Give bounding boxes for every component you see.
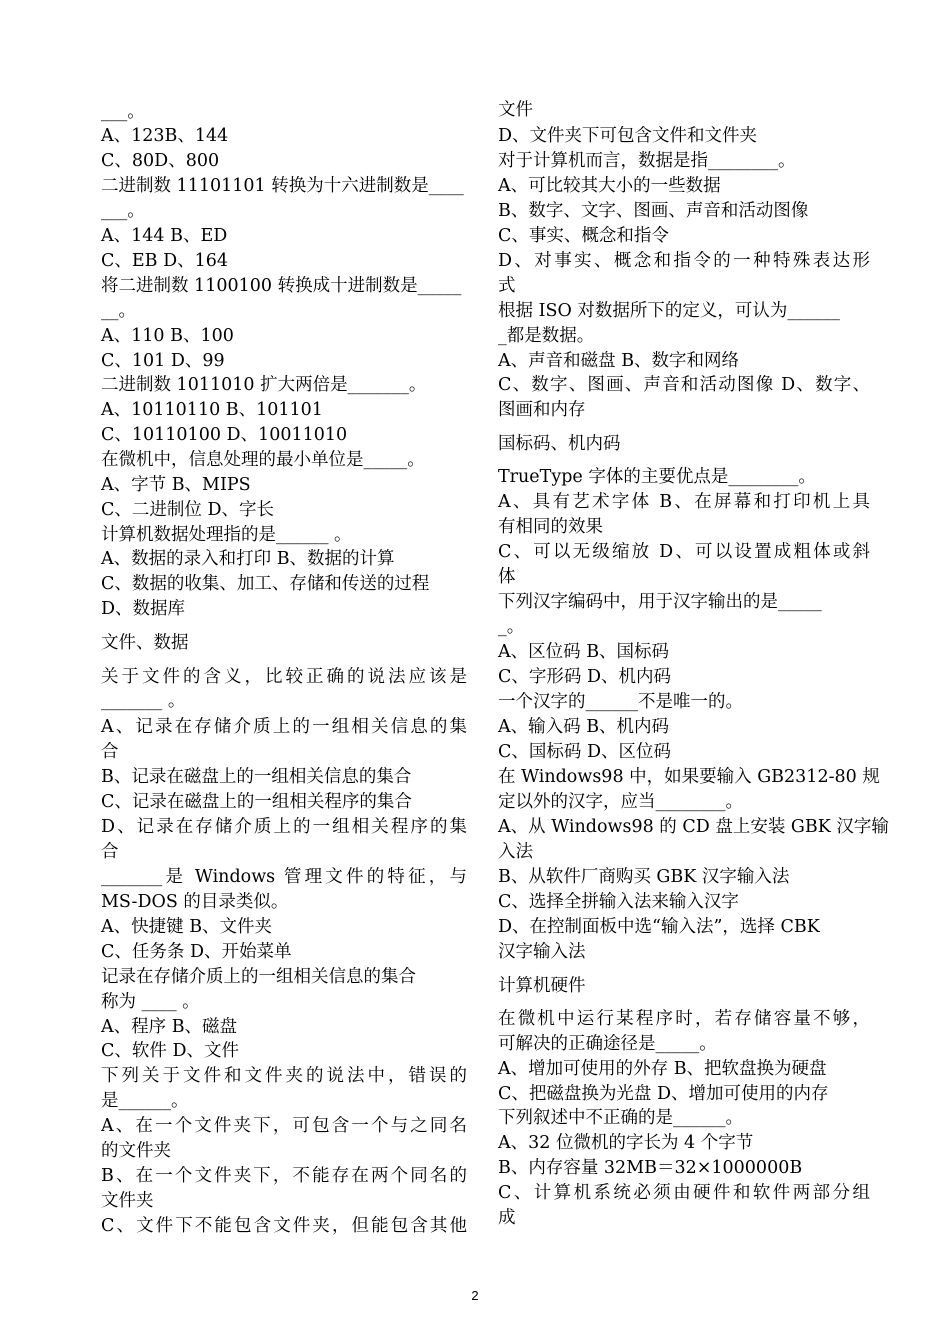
text-line: 式 <box>498 276 516 296</box>
text-line: 在 Windows98 中，如果要输入 GB2312-80 规 <box>498 767 880 787</box>
text-line: __。 <box>101 301 136 321</box>
text-line: 将二进制数 1100100 转换成十进制数是_____ <box>101 276 462 296</box>
text-line: 汉字输入法 <box>498 942 586 962</box>
text-line: _。 <box>498 617 525 637</box>
text-line: C、国标码 D、区位码 <box>498 742 671 762</box>
text-line: 计算机数据处理指的是______ 。 <box>101 525 352 545</box>
text-line: A、字节 B、MIPS <box>101 475 251 495</box>
text-line: 二进制数 11101101 转换为十六进制数是____ <box>101 176 464 196</box>
text-line: C、任务条 D、开始菜单 <box>101 942 292 962</box>
text-line: 文件 <box>498 100 533 120</box>
text-line: _______ 。 <box>101 691 186 711</box>
text-line: 合 <box>101 842 119 862</box>
text-line: C、记录在磁盘上的一组相关程序的集合 <box>101 792 412 812</box>
text-line: _______是 Windows 管理文件的特征，与 <box>101 867 467 887</box>
text-line: D、文件夹下可包含文件和文件夹 <box>498 126 758 146</box>
text-line: D、数据库 <box>101 599 186 619</box>
text-line: 下列汉字编码中，用于汉字输出的是_____ <box>498 592 822 612</box>
text-line: C、文件下不能包含文件夹，但能包含其他 <box>101 1216 467 1236</box>
text-line: C、101 D、99 <box>101 351 225 371</box>
text-line: 定以外的汉字，应当________。 <box>498 792 743 812</box>
text-line: 在微机中运行某程序时，若存储容量不够， <box>498 1009 870 1029</box>
text-line: B、记录在磁盘上的一组相关信息的集合 <box>101 767 412 787</box>
page-number: 2 <box>471 1288 479 1303</box>
text-line: C、字形码 D、机内码 <box>498 667 671 687</box>
text-line: TrueType 字体的主要优点是________。 <box>498 467 816 487</box>
text-line: 图画和内存 <box>498 400 586 420</box>
text-line: 二进制数 1011010 扩大两倍是_______。 <box>101 375 427 395</box>
text-line: A、增加可使用的外存 B、把软盘换为硬盘 <box>498 1059 827 1079</box>
text-line: B、从软件厂商购买 GBK 汉字输入法 <box>498 867 790 887</box>
text-line: A、可比较其大小的一些数据 <box>498 176 721 196</box>
text-line: C、选择全拼输入法来输入汉字 <box>498 892 739 912</box>
text-line: C、数字、图画、声音和活动图像 D、数字、 <box>498 375 870 395</box>
text-line: D、在控制面板中选“输入法”，选择 CBK <box>498 917 820 937</box>
text-line: A、从 Windows98 的 CD 盘上安装 GBK 汉字输 <box>498 817 889 837</box>
text-line: A、声音和磁盘 B、数字和网络 <box>498 351 740 371</box>
text-line: C、80D、800 <box>101 151 220 171</box>
text-line: 文件、数据 <box>101 633 189 653</box>
text-line: ___。 <box>101 102 145 122</box>
text-line: A、记录在存储介质上的一组相关信息的集 <box>101 717 467 737</box>
text-line: A、快捷键 B、文件夹 <box>101 917 273 937</box>
text-line: A、10110110 B、101101 <box>101 400 323 420</box>
text-line: A、123B、144 <box>101 126 229 146</box>
text-line: C、把磁盘换为光盘 D、增加可使用的内存 <box>498 1084 829 1104</box>
text-line: 在微机中，信息处理的最小单位是_____。 <box>101 450 425 470</box>
text-line: C、计算机系统必须由硬件和软件两部分组 <box>498 1183 870 1203</box>
text-line: 对于计算机而言，数据是指________。 <box>498 151 796 171</box>
text-line: 一个汉字的______不是唯一的。 <box>498 692 743 712</box>
text-line: 国标码、机内码 <box>498 434 621 454</box>
text-line: D、记录在存储介质上的一组相关程序的集 <box>101 817 467 837</box>
text-line: A、程序 B、磁盘 <box>101 1017 238 1037</box>
text-line: A、32 位微机的字长为 4 个字节 <box>498 1133 754 1153</box>
text-line: A、110 B、100 <box>101 326 234 346</box>
text-line: 入法 <box>498 842 533 862</box>
text-line: 计算机硬件 <box>498 976 586 996</box>
text-line: 体 <box>498 567 516 587</box>
text-line: C、数据的收集、加工、存储和传送的过程 <box>101 574 430 594</box>
text-line: 下列关于文件和文件夹的说法中，错误的 <box>101 1066 467 1086</box>
text-line: A、在一个文件夹下，可包含一个与之同名 <box>101 1116 467 1136</box>
text-line: 下列叙述中不正确的是______。 <box>498 1108 743 1128</box>
text-line: 关于文件的含义，比较正确的说法应该是 <box>101 667 467 687</box>
text-line: C、事实、概念和指令 <box>498 226 669 246</box>
text-line: C、10110100 D、10011010 <box>101 425 348 445</box>
text-line: A、数据的录入和打印 B、数据的计算 <box>101 549 395 569</box>
text-line: 可解决的正确途径是_____。 <box>498 1034 717 1054</box>
text-line: B、在一个文件夹下，不能存在两个同名的 <box>101 1166 467 1186</box>
text-line: C、软件 D、文件 <box>101 1041 239 1061</box>
text-line: A、具有艺术字体 B、在屏幕和打印机上具 <box>498 492 870 512</box>
text-line: A、144 B、ED <box>101 226 228 246</box>
text-line: 成 <box>498 1208 516 1228</box>
text-line: 称为 ____ 。 <box>101 992 200 1012</box>
text-line: 记录在存储介质上的一组相关信息的集合 <box>101 967 416 987</box>
text-line: 根据 ISO 对数据所下的定义，可认为______ <box>498 301 840 321</box>
text-line: 合 <box>101 742 119 762</box>
text-line: B、内存容量 32MB＝32×1000000B <box>498 1158 803 1178</box>
text-line: D、对事实、概念和指令的一种特殊表达形 <box>498 251 870 271</box>
text-line: 有相同的效果 <box>498 517 603 537</box>
text-line: ___。 <box>101 201 145 221</box>
text-line: _都是数据。 <box>498 326 595 346</box>
text-line: C、可以无级缩放 D、可以设置成粗体或斜 <box>498 542 870 562</box>
text-line: C、二进制位 D、字长 <box>101 500 274 520</box>
text-line: 文件夹 <box>101 1191 154 1211</box>
text-line: A、输入码 B、机内码 <box>498 717 670 737</box>
text-line: B、数字、文字、图画、声音和活动图像 <box>498 201 809 221</box>
text-line: 的文件夹 <box>101 1141 171 1161</box>
text-line: 是______。 <box>101 1091 189 1111</box>
text-line: C、EB D、164 <box>101 251 229 271</box>
text-line: MS-DOS 的目录类似。 <box>101 892 289 912</box>
text-line: A、区位码 B、国标码 <box>498 642 670 662</box>
